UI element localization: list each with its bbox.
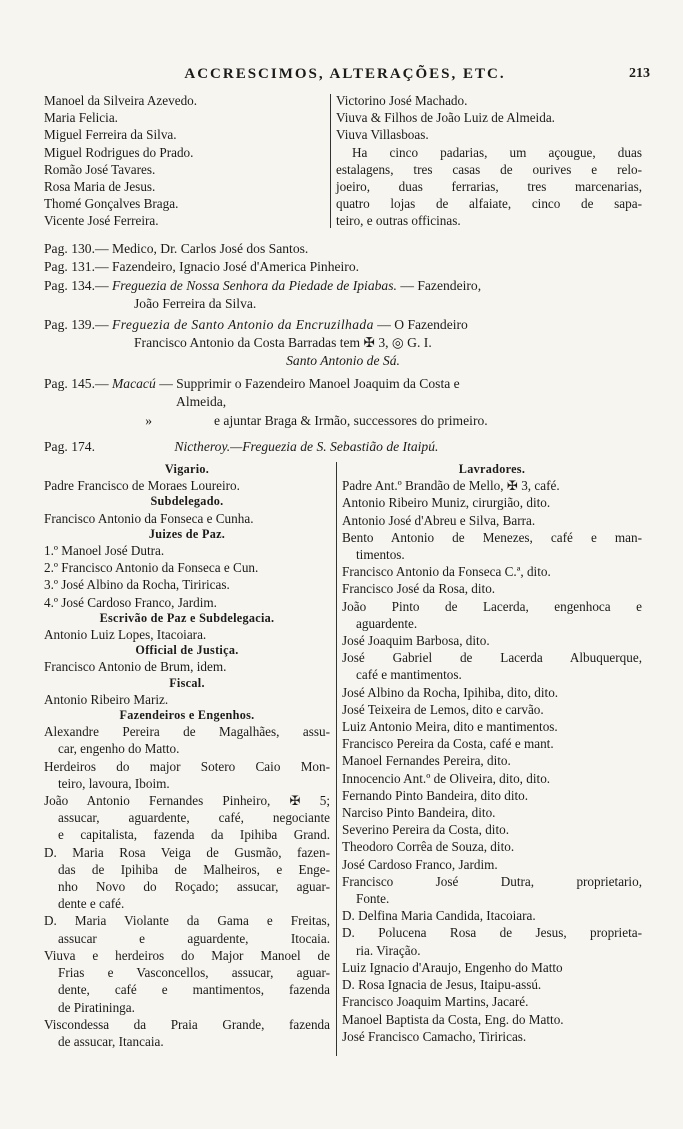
entry-line: Fernando Pinto Bandeira, dito dito. bbox=[342, 787, 529, 803]
page-header bbox=[40, 66, 650, 88]
entry-line: de Piratininga. bbox=[58, 999, 135, 1015]
note-label: Pag. 134. bbox=[44, 278, 95, 294]
entry-line: Manoel da Silveira Azevedo. bbox=[44, 93, 198, 108]
entry-line: assucar e aguardente, Itocaia. bbox=[58, 930, 330, 946]
entry-line: Miguel Rodrigues do Prado. bbox=[44, 144, 194, 160]
note-label: Pag. 139. bbox=[44, 317, 95, 333]
entry-line: Miguel Ferreira da Silva. bbox=[44, 127, 177, 143]
entry-line: Antonio José d'Abreu e Silva, Barra. bbox=[342, 512, 536, 528]
entry-line: 2.º Francisco Antonio da Fonseca e Cun. bbox=[44, 560, 259, 576]
entry-line: quatro lojas de alfaiate, cinco de sapa- bbox=[336, 196, 642, 212]
note-text: — Fazendeiro, bbox=[400, 278, 482, 294]
entry-line: Francisco Antonio de Brum, idem. bbox=[44, 659, 227, 675]
note-134 bbox=[44, 277, 642, 312]
entry-line: Francisco Joaquim Martins, Jacaré. bbox=[342, 994, 529, 1010]
entry-line: Innocencio Ant.º de Oliveira, dito, dito. bbox=[342, 770, 551, 786]
note-text: — Medico, Dr. Carlos José dos Santos. bbox=[94, 241, 309, 256]
entry-line: dente, café e mantimentos, fazenda bbox=[58, 982, 330, 998]
entry-line: D. Rosa Ignacia de Jesus, Itaipu-assú. bbox=[342, 977, 542, 993]
entry-line: João Antonio Fernandes Pinheiro, ✠ 5; bbox=[44, 793, 330, 809]
running-title: ACCRESCIMOS, ALTERAÇÕES, ETC. bbox=[184, 66, 506, 82]
top-right-column bbox=[336, 92, 642, 230]
notes-section bbox=[44, 240, 642, 456]
entry-line: D. Polucena Rosa de Jesus, proprieta- bbox=[342, 925, 642, 941]
entry-line: Padre Ant.º Brandão de Mello, ✠ 3, café. bbox=[342, 478, 560, 494]
entry-line: Antonio Luiz Lopes, Itacoiara. bbox=[44, 627, 207, 643]
entry-line: teiro, e outras officinas. bbox=[336, 213, 461, 229]
entry-line: Manoel Fernandes Pereira, dito. bbox=[342, 753, 511, 769]
entry-line: Manoel Baptista da Costa, Eng. do Matto. bbox=[342, 1011, 564, 1027]
entry-line: Victorino José Machado. bbox=[336, 93, 468, 108]
entry-line: Antonio Ribeiro Muniz, cirurgião, dito. bbox=[342, 495, 551, 511]
entry-line: joeiro, duas ferrarias, tres marcenarias, bbox=[336, 179, 642, 195]
entry-line: Severino Pereira da Costa, dito. bbox=[342, 822, 510, 838]
entry-line: Ha cinco padarias, um açougue, duas bbox=[352, 144, 642, 160]
note-text: — O Fazendeiro bbox=[377, 317, 468, 333]
section-heading: Vigario. bbox=[164, 462, 210, 476]
note-text: — Fazendeiro, Ignacio José d'America Pinheiro. bbox=[94, 258, 360, 274]
entry-line: Herdeiros do major Sotero Caio Mon- bbox=[44, 758, 330, 774]
note-label: Pag. 130. bbox=[44, 241, 95, 256]
entry-line: estalagens, tres casas de ourives e relo- bbox=[336, 161, 642, 177]
entry-line: 3.º José Albino da Rocha, Tiriricas. bbox=[44, 577, 230, 593]
entry-line: Padre Francisco de Moraes Loureiro. bbox=[44, 478, 240, 494]
note-dash: — bbox=[94, 278, 109, 294]
entry-line: Bento Antonio de Menezes, café e man- bbox=[342, 529, 642, 545]
top-columns bbox=[44, 92, 642, 232]
entry-line: Viuva e herdeiros do Major Manoel de bbox=[44, 947, 330, 963]
entry-line: de assucar, Itancaia. bbox=[58, 1033, 164, 1049]
entry-line: 1.º Manoel José Dutra. bbox=[44, 543, 165, 559]
entry-line: Luiz Antonio Meira, dito e mantimentos. bbox=[342, 719, 558, 735]
entry-line: D. Maria Rosa Veiga de Gusmão, fazen- bbox=[44, 844, 330, 860]
entry-line: teiro, lavoura, Iboim. bbox=[58, 775, 170, 791]
note-ditto-line bbox=[44, 412, 642, 430]
entry-line: Frias e Vasconcellos, assucar, aguar- bbox=[58, 965, 330, 981]
section-heading: Official de Justiça. bbox=[135, 643, 239, 658]
entry-line: Fonte. bbox=[356, 891, 390, 907]
note-italic: Macacú bbox=[111, 376, 156, 392]
entry-line: Viuva & Filhos de João Luiz de Almeida. bbox=[336, 110, 555, 126]
top-left-column bbox=[44, 92, 324, 230]
section-heading: Lavradores. bbox=[458, 462, 526, 476]
entry-line: café e mantimentos. bbox=[356, 667, 462, 683]
note-subheading: Santo Antonio de Sá. bbox=[286, 352, 400, 368]
entry-line: D. Maria Violante da Gama e Freitas, bbox=[44, 913, 330, 929]
entry-line: assucar, aguardente, café, negociante bbox=[58, 810, 330, 826]
entry-line: aguardente. bbox=[356, 615, 418, 631]
section-heading: Escrivão de Paz e Subdelegacia. bbox=[99, 610, 275, 625]
section-heading: Fiscal. bbox=[169, 675, 205, 690]
entry-line: nho Novo do Roçado; assucar, aguar- bbox=[58, 879, 330, 895]
note-label: Pag. 131. bbox=[44, 258, 95, 274]
entry-line: José Teixeira de Lemos, dito e carvão. bbox=[342, 701, 544, 717]
entry-line: Vicente José Ferreira. bbox=[44, 213, 159, 229]
entry-line: Alexandre Pereira de Magalhães, assu- bbox=[44, 724, 330, 740]
note-130 bbox=[44, 240, 642, 258]
note-label: Pag. 174. bbox=[44, 438, 95, 454]
note-dash: — bbox=[94, 317, 109, 333]
entry-line: Romão José Tavares. bbox=[44, 161, 156, 177]
entry-line: Narciso Pinto Bandeira, dito. bbox=[342, 805, 496, 821]
entry-line: Luiz Ignacio d'Araujo, Engenho do Matto bbox=[342, 959, 563, 975]
entry-line: e capitalista, fazenda da Ipihiba Grand. bbox=[58, 827, 330, 843]
entry-line: 4.º José Cardoso Franco, Jardim. bbox=[44, 594, 217, 610]
note-139 bbox=[44, 316, 642, 369]
section-heading: Fazendeiros e Engenhos. bbox=[119, 708, 255, 723]
entry-line: D. Delfina Maria Candida, Itacoiara. bbox=[342, 908, 536, 924]
entry-line: Rosa Maria de Jesus. bbox=[44, 179, 156, 195]
entry-line: José Francisco Camacho, Tiriricas. bbox=[342, 1028, 527, 1044]
entry-line: Francisco Antonio da Fonseca e Cunha. bbox=[44, 510, 254, 526]
column-divider bbox=[336, 462, 337, 1056]
entry-line: Thomé Gonçalves Braga. bbox=[44, 196, 179, 212]
note-145 bbox=[44, 375, 642, 430]
entry-line: José Albino da Rocha, Ipihiba, dito, dito. bbox=[342, 684, 559, 700]
note-italic: Nictheroy.—Freguezia de S. Sebastião de Itaipú. bbox=[174, 438, 439, 454]
entry-line: José Gabriel de Lacerda Albuquerque, bbox=[342, 650, 642, 666]
entry-line: timentos. bbox=[356, 547, 405, 563]
note-174 bbox=[44, 438, 642, 456]
section-heading: Subdelegado. bbox=[150, 494, 224, 509]
section-heading: Juizes de Paz. bbox=[148, 526, 226, 541]
note-dash: — bbox=[94, 376, 109, 392]
entry-line: José Cardoso Franco, Jardim. bbox=[342, 856, 498, 872]
note-text: — Supprimir o Fazendeiro Manoel Joaquim da Costa e bbox=[159, 376, 460, 392]
entry-line: ria. Viração. bbox=[356, 942, 421, 958]
note-label: Pag. 145. bbox=[44, 376, 95, 392]
ditto-mark: » bbox=[145, 413, 152, 429]
entry-line: Viscondessa da Praia Grande, fazenda bbox=[44, 1016, 330, 1032]
entry-line: Antonio Ribeiro Mariz. bbox=[44, 691, 169, 707]
note-continuation: João Ferreira da Silva. bbox=[134, 295, 257, 311]
lower-columns bbox=[44, 462, 642, 1062]
entry-line: José Joaquim Barbosa, dito. bbox=[342, 633, 490, 649]
entry-line: Francisco Pereira da Costa, café e mant. bbox=[342, 736, 554, 752]
entry-line: dente e café. bbox=[58, 896, 125, 912]
note-italic: Freguezia de Santo Antonio da Encruzilhada bbox=[111, 317, 374, 333]
entry-line: Francisco José da Rosa, dito. bbox=[342, 581, 496, 597]
note-italic: Freguezia de Nossa Senhora da Piedade de Ipiabas. bbox=[111, 278, 397, 294]
note-131 bbox=[44, 258, 642, 276]
lower-left-column bbox=[44, 462, 330, 1050]
note-continuation: Francisco Antonio da Costa Barradas tem ✠ 3, ◎ G. I. bbox=[134, 334, 432, 350]
column-divider bbox=[330, 94, 331, 228]
entry-line: car, engenho do Matto. bbox=[58, 741, 180, 757]
note-text: e ajuntar Braga & Irmão, successores do primeiro. bbox=[214, 413, 488, 429]
entry-line: Francisco José Dutra, proprietario, bbox=[342, 873, 642, 889]
lower-right-column bbox=[342, 462, 642, 1045]
page-number: 213 bbox=[629, 66, 650, 81]
note-continuation: Almeida, bbox=[176, 393, 227, 409]
entry-line: João Pinto de Lacerda, engenhoca e bbox=[342, 598, 642, 614]
entry-line: das de Ipihiba de Malheiros, e Enge- bbox=[58, 861, 330, 877]
entry-line: Viuva Villasboas. bbox=[336, 127, 429, 143]
entry-line: Francisco Antonio da Fonseca C.ª, dito. bbox=[342, 564, 551, 580]
entry-line: Maria Felicia. bbox=[44, 110, 118, 126]
entry-line: Theodoro Corrêa de Souza, dito. bbox=[342, 839, 515, 855]
